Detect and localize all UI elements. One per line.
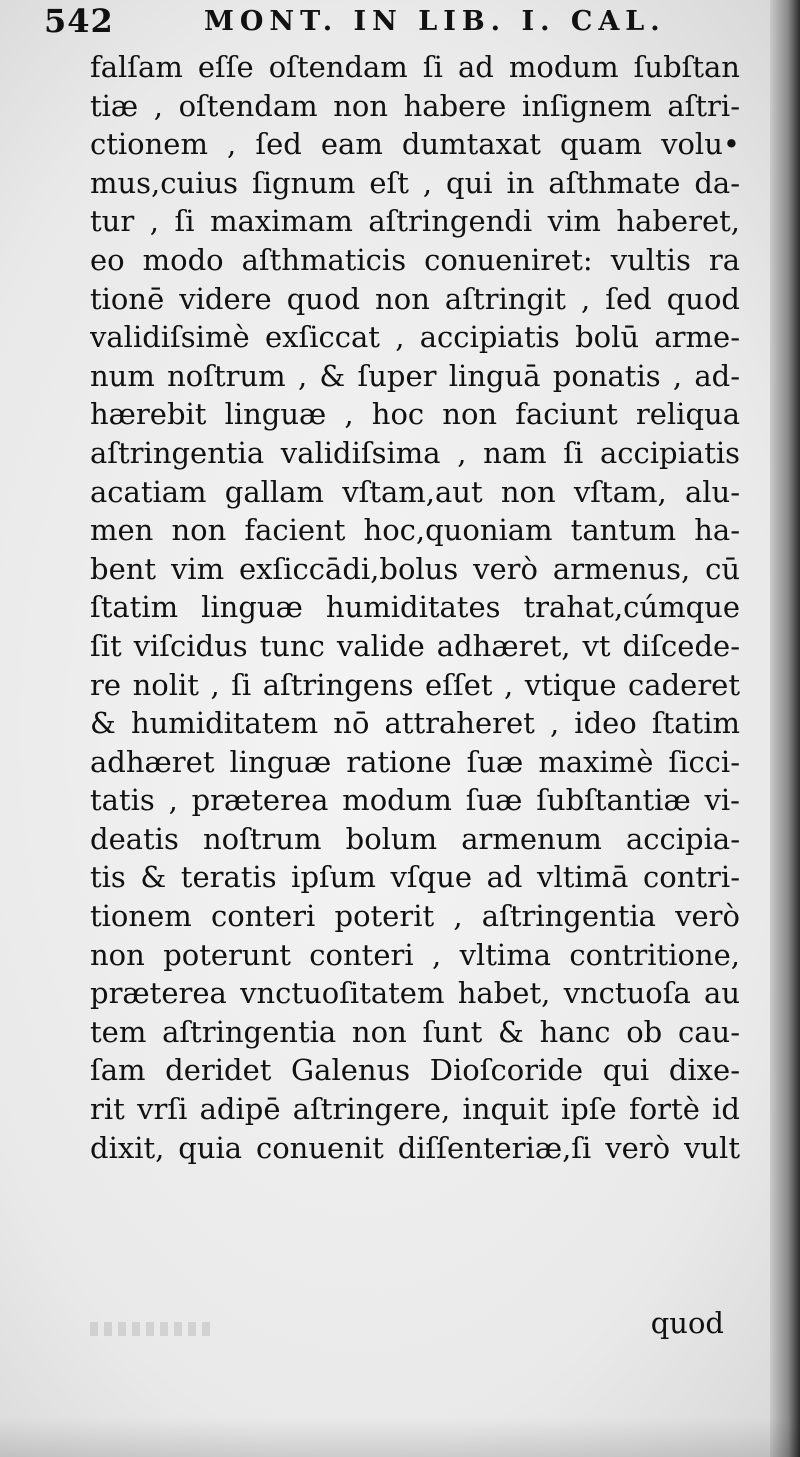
text-line: tionem conteri poterit , aſtringentia verò bbox=[90, 899, 740, 934]
page-edge-shadow bbox=[0, 1417, 800, 1457]
text-line: tatis , præterea modum ſuæ ſubſtantiæ vi- bbox=[90, 783, 740, 818]
text-line: adhæret linguæ ratione ſuæ maximè ſicci- bbox=[90, 744, 740, 779]
text-line: & humiditatem nō attraheret , ideo ſtatim bbox=[90, 706, 740, 741]
text-line: non poterunt conteri , vltima contritione, bbox=[90, 937, 740, 972]
text-line: tiæ , oſtendam non habere inſignem aſtri- bbox=[90, 88, 740, 123]
text-line: validiſsimè exſiccat , accipiatis bolū arme- bbox=[90, 320, 740, 355]
text-line: deatis noſtrum bolum armenum accipia- bbox=[90, 821, 740, 856]
text-line: tis & teratis ipſum vſque ad vltimā contri- bbox=[90, 860, 740, 895]
text-line: tur , ſi maximam aſtringendi vim haberet, bbox=[90, 204, 740, 239]
book-gutter bbox=[770, 0, 800, 1457]
text-line: rit vrſi adipē aſtringere, inquit ipſe fortè id bbox=[90, 1092, 740, 1127]
text-line: falſam eſſe oſtendam ſi ad modum ſubſtan bbox=[90, 50, 740, 84]
text-line: bent vim exſiccādi,bolus verò armenus, cū bbox=[90, 551, 740, 586]
catchword: quod bbox=[650, 1306, 724, 1340]
text-line: hærebit linguæ , hoc non faciunt reliqua bbox=[90, 397, 740, 432]
body-text bbox=[90, 48, 740, 1167]
text-line: num noſtrum , & ſuper linguā ponatis , ad- bbox=[90, 358, 740, 393]
text-line: tem aſtringentia non ſunt & hanc ob cau- bbox=[90, 1014, 740, 1049]
text-line: tionē videre quod non aſtringit , ſed quod bbox=[90, 281, 740, 316]
show-through-text bbox=[90, 1322, 210, 1336]
running-head: MONT. IN LIB. I. CAL. bbox=[204, 6, 666, 37]
text-line: re nolit , ſi aſtringens eſſet , vtique caderet bbox=[90, 667, 740, 702]
text-line: ctionem , ſed eam dumtaxat quam volu• bbox=[90, 127, 740, 162]
text-line: dixit, quia conuenit diſſenteriæ,ſi verò vult bbox=[90, 1130, 740, 1165]
text-line: præterea vnctuoſitatem habet, vnctuoſa au bbox=[90, 976, 740, 1011]
text-line: eo modo aſthmaticis conueniret: vultis ra bbox=[90, 242, 740, 277]
page-number: 542 bbox=[44, 2, 114, 40]
text-line: ſit viſcidus tunc valide adhæret, vt diſcede- bbox=[90, 628, 740, 663]
text-line: ſam deridet Galenus Dioſcoride qui dixe- bbox=[90, 1053, 740, 1088]
text-line: acatiam gallam vſtam,aut non vſtam, alu- bbox=[90, 474, 740, 509]
text-line: men non facient hoc,quoniam tantum ha- bbox=[90, 513, 740, 548]
text-line: ſtatim linguæ humiditates trahat,cúmque bbox=[90, 590, 740, 625]
page-header bbox=[44, 2, 744, 42]
text-line: mus,cuius ſignum eſt , qui in aſthmate da- bbox=[90, 165, 740, 200]
text-line: aſtringentia validiſsima , nam ſi accipiatis bbox=[90, 435, 740, 470]
